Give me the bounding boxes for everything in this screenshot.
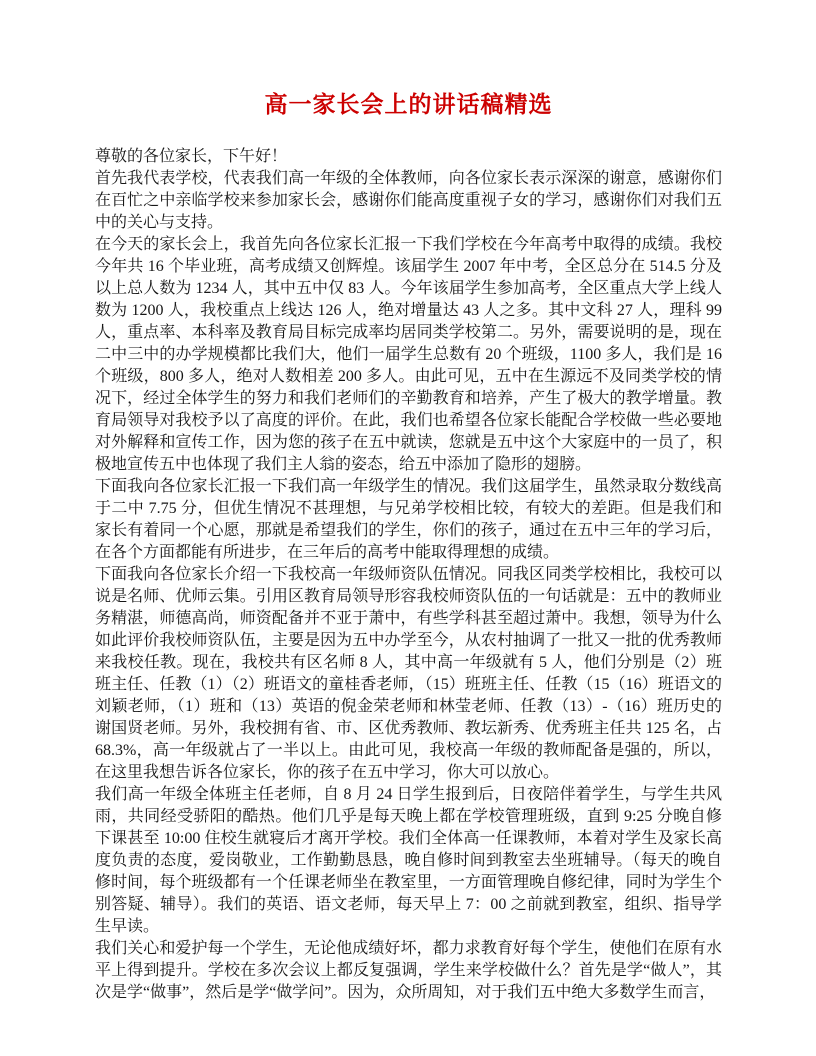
- document-body: [95, 146, 722, 1004]
- paragraph-gaokao-results: 在今天的家长会上，我首先向各位家长汇报一下我们学校在今年高考中取得的成绩。我校今年共 16 个毕业班，高考成绩又创辉煌。该届学生 2007 年中考，全区总分在 514.5 分及以上总人数为 1234 人，其中五中仅 83 人。今年该届学生参加高考，全区重点大学上线人数为 1200 人，我校重点上线达 126 人，绝对增量达 43 人之多。其中文科 27 人，理科 99 人，重点率、本科率及教育局目标完成率均居同类学校第二。另外，需要说明的是，现在二中三中的办学规模都比我们大，他们一届学生总数有 20 个班级，1100 多人，我们是 16 个班级，800 多人，绝对人数相差 200 多人。由此可见，五中在生源远不及同类学校的情况下，经过全体学生的努力和我们老师们的辛勤教育和培养，产生了极大的教学增量。教育局领导对我校予以了高度的评价。在此，我们也希望各位家长能配合学校做一些必要地对外解释和宣传工作，因为您的孩子在五中就读，您就是五中这个大家庭中的一员了，积极地宣传五中也体现了我们主人翁的姿态，给五中添加了隐形的翅膀。: [95, 236, 722, 473]
- document-title: 高一家长会上的讲话稿精选: [264, 92, 553, 117]
- paragraph-students-situation: 下面我向各位家长汇报一下我们高一年级学生的情况。我们这届学生，虽然录取分数线高于二中 7.75 分，但优生情况不甚理想，与兄弟学校相比较，有较大的差距。但是我们和家长有着同一个心愿，那就是希望我们的学生，你们的孩子，通过在五中三年的学习后，在各个方面都能有所进步，在三年后的高考中能取得理想的成绩。: [95, 478, 722, 561]
- paragraph-teachers-dedication: 我们高一年级全体班主任老师，自 8 月 24 日学生报到后，日夜陪伴着学生，与学生共风雨，共同经受骄阳的酷热。他们几乎是每天晚上都在学校管理班级，直到 9:25 分晚自修下课甚至 10:00 住校生就寝后才离开学校。我们全体高一任课教师，本着对学生及家长高度负责的态度，爱岗敬业，工作勤勤恳恳，晚自修时间到教室去坐班辅导。（每天的晚自修时间，每个班级都有一个任课老师坐在教室里，一方面管理晚自修纪律，同时为学生个别答疑、辅导）。我们的英语、语文老师，每天早上 7：00 之前就到教室，组织、指导学生早读。: [95, 786, 722, 935]
- paragraph-teachers-team: 下面我向各位家长介绍一下我校高一年级师资队伍情况。同我区同类学校相比，我校可以说是名师、优师云集。引用区教育局领导形容我校师资队伍的一句话就是：五中的教师业务精湛，师德高尚，师资配备并不亚于萧中，有些学科甚至超过萧中。我想，领导为什么如此评价我校师资队伍，主要是因为五中办学至今，从农村抽调了一批又一批的优秀教师来我校任教。现在，我校共有区名师 8 人，其中高一年级就有 5 人，他们分别是（2）班班主任、任教（1）（2）班语文的童桂香老师，（15）班班主任、任教（15（16）班语文的刘颖老师，（1）班和（13）英语的倪金荣老师和林莹老师、任教（13）-（16）班历史的谢国贤老师。另外，我校拥有省、市、区优秀教师、教坛新秀、优秀班主任共 125 名，占 68.3%，高一年级就占了一半以上。由此可见，我校高一年级的教师配备是强的，所以，在这里我想告诉各位家长，你的孩子在五中学习，你大可以放心。: [95, 566, 722, 781]
- paragraph-greeting: 尊敬的各位家长，下午好！: [95, 148, 288, 165]
- paragraph-thanks: 首先我代表学校，代表我们高一年级的全体教师，向各位家长表示深深的谢意，感谢你们在百忙之中亲临学校来参加家长会，感谢你们能高度重视子女的学习，感谢你们对我们五中的关心与支持。: [95, 170, 722, 231]
- paragraph-education-philosophy: 我们关心和爱护每一个学生，无论他成绩好坏，都力求教育好每个学生，使他们在原有水平上得到提升。学校在多次会议上都反复强调，学生来学校做什么？首先是学“做人”，其次是学“做事”，然后是学“做学问”。因为，众所周知，对于我们五中绝大多数学生而言，: [95, 940, 722, 1001]
